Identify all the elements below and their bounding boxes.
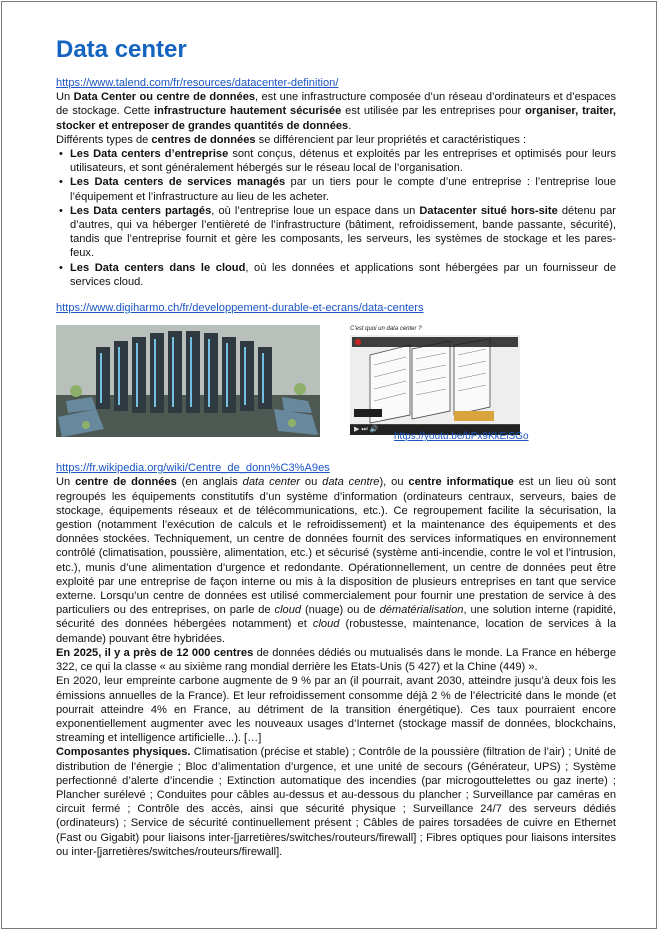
video-caption: C'est quoi un data center ? [350, 326, 422, 333]
datacenter-illustration [56, 325, 320, 437]
types-intro: Différents types de centres de données se différencient par leur propriétés et caractéristiques : [56, 133, 527, 146]
video-embed[interactable] [350, 325, 529, 443]
youtube-link[interactable]: https://youtu.be/bPx9KkEiSGo [394, 431, 529, 443]
video-thumbnail[interactable] [350, 335, 520, 435]
list-item: • Les Data centers partagés, où l’entreprise loue un espace dans un Datacenter situé hors-site détenu par d’autres, qui va héberger l’entièreté de l’infrastructure (bâtiment, refroidissement, bande passante, sécurité), tandis que l’entreprise fournit et gère les composants, les serveurs, les systèmes de stockage et les pares-feux. [70, 204, 616, 261]
wiki-paragraph-definition: Un centre de données (en anglais data center ou data centre), ou centre informatique est un lieu où sont regroupés les équipements constitutifs d’un système d’information (ordinateurs centraux, serveurs, baies de stockage, équipements réseaux et de télécommunications, etc.). Ce regroupement facilite la sécurisation, la gestion (notamment l’exécution de calculs et le refroidissement) et la maintenance des équipements et des données stockées. Techniquement, un centre de données fournit des services informatiques en environnement contrôlé (climatisation, poussière, alimentation, etc.) et sécurisé (système anti-incendie, contre le vol et l’intrusion, etc.), munis d’une alimentation d’urgence et redondante. Opérationnellement, un centre de données peut être exploité par une entreprise de façon interne ou mis à la disposition de plusieurs entreprises en tant que service externe. Lorsqu’un centre de données est utilisé commercialement pour fournir une prestation de service à des particuliers ou des entreprises, on parle de cloud (nuage) ou de dématérialisation, une solution interne (rapidité, sécurité des données hébergées notamment) et cloud (robustesse, maintenance, location de services à la demande) pouvant être hybridées. [56, 476, 617, 645]
digiharmo-link[interactable]: https://www.digiharmo.ch/fr/developpement-durable-et-ecrans/data-centers [56, 302, 424, 315]
document-content [56, 36, 616, 859]
list-item: • Les Data centers d’entreprise sont conçus, détenus et exploités par les entreprises et optimisés pour leurs utilisateurs, et sont généralement hébergés sur le réseau local de l’organisation. [70, 147, 616, 175]
wiki-paragraph-count: En 2025, il y a près de 12 000 centres de données dédiés ou mutualisés dans le monde. La France en héberge 322, ce qui la classe « au sixième rang mondial derrière les Etats-Unis (5 427) et la Chine (449) ». [56, 646, 616, 674]
wiki-paragraph-carbon: En 2020, leur empreinte carbone augmente de 9 % par an (il pourrait, avant 2030, atteindre jusqu’à deux fois les émissions annuelles de la France). Et leur refroidissement consomme déjà 2 % de l’électricité dans le monde (et pourrait atteindre 4% en France, au détriment de la transition énergétique). Ces taux pourraient encore exponentiellement augmenter avec les nouveaux usages d’Internet (stockage massif de données, blockchains, streaming et intelligence artificielle...). […] [56, 675, 616, 745]
list-item: • Les Data centers dans le cloud, où les données et applications sont hébergées par un fournisseur de services cloud. [70, 261, 616, 289]
wikipedia-link[interactable]: https://fr.wikipedia.org/wiki/Centre_de_donn%C3%A9es [56, 462, 330, 475]
play-icon[interactable]: ▶ ⏭ 🔊 [354, 426, 379, 434]
wiki-paragraph-components: Composantes physiques. Climatisation (précise et stable) ; Contrôle de la poussière (filtration de l’air) ; Unité de distribution de l’énergie ; Bloc d’alimentation d’urgence, et une unité de secours (Générateur, UPS) ; Système perfectionné d’alerte d’incendie ; Extinction automatique des incendies (par microgouttelettes ou gaz inerte) ; Plancher surélevé ; Conduites pour câbles au-dessus et au-dessous du plancher ; Surveillance par caméras en circuit fermé ; Contrôle des accès, ainsi que sécurité physique ; Surveillance 24/7 des serveurs dédiés (ordinateurs) ; Service de sécurité continuellement présent ; Câbles de paires torsadées de cuivre en Ethernet (Fast ou Gigabit) pour liaisons inter-[jarretières/switches/routeurs/firewall] ; Fibres optiques pour liaisons intersites ou inter-[jarretières/switches/routeurs/firewall]. [56, 746, 617, 858]
document-page [1, 1, 657, 929]
intro-paragraph: Un Data Center ou centre de données, est une infrastructure composée d’un réseau d’ordinateurs et d’espaces de stockage. Cette infrastructure hautement sécurisée est utilisée par les entreprises pour organiser, traiter, stocker et entreposer de grandes quantités de données. [56, 91, 616, 132]
page-title: Data center [56, 36, 187, 63]
list-item: • Les Data centers de services managés par un tiers pour le compte d’une entreprise : l’entreprise loue l’équipement et l’infrastructure au lieu de les acheter. [70, 175, 616, 203]
talend-link[interactable]: https://www.talend.com/fr/resources/datacenter-definition/ [56, 77, 339, 89]
media-row [56, 325, 616, 453]
datacenter-types-list [56, 147, 616, 289]
